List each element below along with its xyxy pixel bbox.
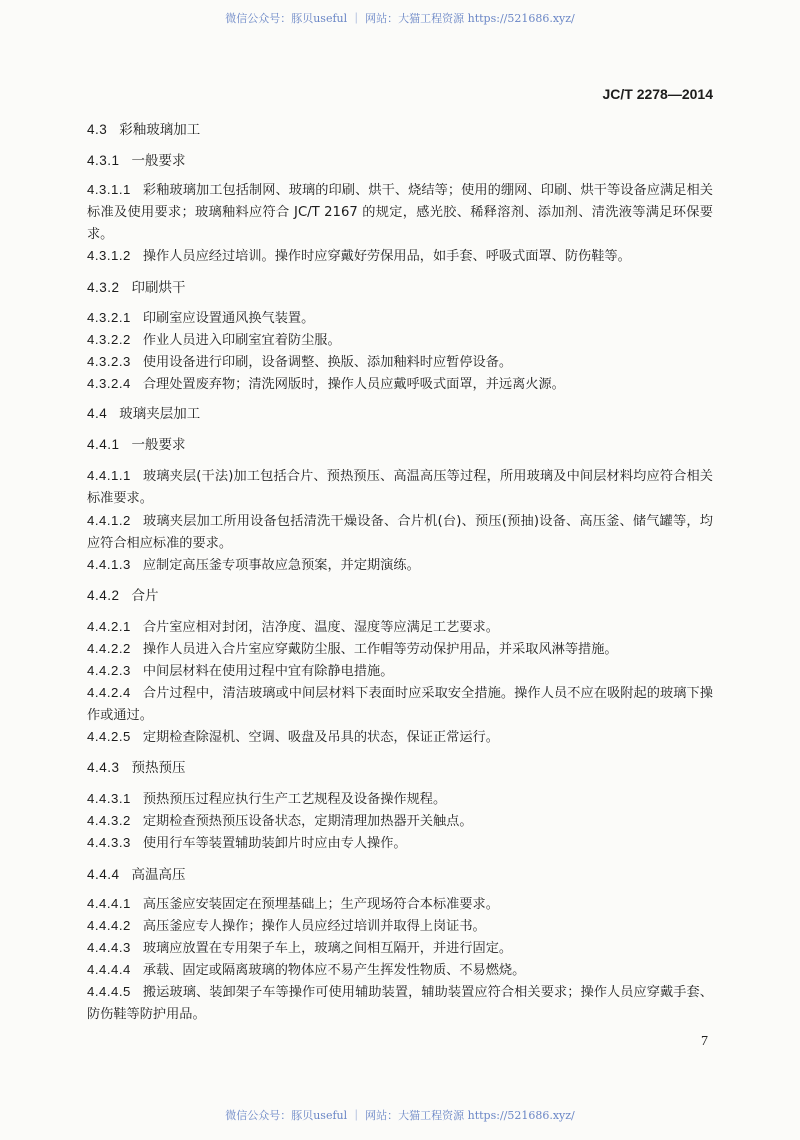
- watermark-bottom: 微信公众号：豚贝useful ｜ 网站：大猫工程资源 https://521686.xyz/: [225, 1109, 575, 1122]
- clause: [87, 981, 713, 1026]
- clause-number: 4.4: [87, 406, 108, 421]
- clause: [87, 810, 713, 833]
- clause: [87, 788, 713, 811]
- clause: [87, 179, 713, 246]
- clause-text: 搬运玻璃、装卸架子车等操作可使用辅助装置，辅助装置应符合相关要求；操作人员应穿戴手套、防伤鞋等防护用品。: [87, 985, 713, 1022]
- clause: [87, 959, 713, 982]
- clause-number: 4.4.1.3: [87, 557, 131, 572]
- heading-text: 印刷烘干: [131, 280, 186, 296]
- heading-text: 预热预压: [131, 760, 186, 776]
- clause-text: 合理处置废弃物；清洗网版时，操作人员应戴呼吸式面罩，并远离火源。: [142, 377, 565, 392]
- section-heading: [87, 434, 713, 456]
- standard-code: JC/T 2278—2014: [602, 86, 713, 102]
- clause-text: 使用设备进行印刷，设备调整、换版、添加釉料时应暂停设备。: [142, 355, 513, 370]
- clause-number: 4.4.4: [87, 867, 120, 882]
- section-heading: [87, 403, 713, 425]
- clause-text: 玻璃应放置在专用架子车上，玻璃之间相互隔开，并进行固定。: [142, 941, 513, 956]
- watermark-top: 微信公众号：豚贝useful ｜ 网站：大猫工程资源 https://521686.xyz/: [225, 12, 575, 25]
- clause-number: 4.4.3.3: [87, 835, 131, 850]
- clause-number: 4.3: [87, 122, 108, 137]
- clause: [87, 616, 713, 639]
- clause: [87, 638, 713, 661]
- section-heading: [87, 757, 713, 779]
- clause: [87, 373, 713, 396]
- clause-text: 玻璃夹层(干法)加工包括合片、预热预压、高温高压等过程，所用玻璃及中间层材料均应符合相关标准要求。: [87, 469, 713, 506]
- clause: [87, 307, 713, 330]
- clause-number: 4.3.2.3: [87, 354, 131, 369]
- clause-number: 4.3.1.2: [87, 248, 131, 263]
- clause: [87, 937, 713, 960]
- clause: [87, 465, 713, 510]
- clause-number: 4.3.1: [87, 153, 120, 168]
- clause: [87, 832, 713, 855]
- heading-text: 彩釉玻璃加工: [119, 122, 201, 138]
- clause-text: 使用行车等装置辅助装卸片时应由专人操作。: [142, 836, 407, 851]
- clause-text: 高压釜应安装固定在预埋基础上；生产现场符合本标准要求。: [142, 897, 499, 912]
- clause: [87, 682, 713, 727]
- clause-number: 4.4.2.2: [87, 641, 131, 656]
- clause-text: 定期检查除湿机、空调、吸盘及吊具的状态，保证正常运行。: [142, 730, 499, 745]
- clause-number: 4.4.2.5: [87, 729, 131, 744]
- clause-text: 定期检查预热预压设备状态，定期清理加热器开关触点。: [142, 814, 473, 829]
- clause-number: 4.4.2.4: [87, 685, 131, 700]
- clause-number: 4.4.1.1: [87, 468, 131, 483]
- clause: [87, 554, 713, 577]
- clause-text: 彩釉玻璃加工包括制网、玻璃的印刷、烘干、烧结等；使用的绷网、印刷、烘干等设备应满足相关标准及使用要求；玻璃釉料应符合 JC/T 2167 的规定，感光胶、稀释溶剂、添加剂、清洗液等满足环保要求。: [87, 183, 713, 242]
- clause: [87, 329, 713, 352]
- clause-number: 4.4.4.2: [87, 918, 131, 933]
- clause-number: 4.3.2.2: [87, 332, 131, 347]
- clause-text: 操作人员应经过培训。操作时应穿戴好劳保用品，如手套、呼吸式面罩、防伤鞋等。: [142, 249, 631, 264]
- clause-number: 4.4.4.5: [87, 984, 131, 999]
- clause: [87, 660, 713, 683]
- section-heading: [87, 277, 713, 299]
- section-heading: [87, 585, 713, 607]
- clause-number: 4.3.2.4: [87, 376, 131, 391]
- clause: [87, 915, 713, 938]
- section-heading: [87, 150, 713, 172]
- page-number: 7: [701, 1034, 708, 1049]
- clause-number: 4.4.3.2: [87, 813, 131, 828]
- heading-text: 一般要求: [131, 153, 186, 169]
- clause-number: 4.4.2: [87, 588, 120, 603]
- clause-number: 4.4.1.2: [87, 513, 131, 528]
- heading-text: 高温高压: [131, 867, 186, 883]
- clause-number: 4.3.2: [87, 280, 120, 295]
- clause-number: 4.4.3.1: [87, 791, 131, 806]
- clause-number: 4.4.2.1: [87, 619, 131, 634]
- clause: [87, 726, 713, 749]
- clause-text: 印刷室应设置通风换气装置。: [142, 311, 315, 326]
- clause: [87, 510, 713, 555]
- clause-text: 合片室应相对封闭，洁净度、温度、湿度等应满足工艺要求。: [142, 620, 499, 635]
- clause-text: 应制定高压釜专项事故应急预案，并定期演练。: [142, 558, 420, 573]
- clause-number: 4.4.2.3: [87, 663, 131, 678]
- clause-number: 4.4.4.1: [87, 896, 131, 911]
- clause: [87, 351, 713, 374]
- clause-number: 4.4.3: [87, 760, 120, 775]
- clause-text: 高压釜应专人操作；操作人员应经过培训并取得上岗证书。: [142, 919, 486, 934]
- clause-number: 4.3.2.1: [87, 310, 131, 325]
- heading-text: 玻璃夹层加工: [119, 406, 201, 422]
- clause-text: 玻璃夹层加工所用设备包括清洗干燥设备、合片机(台)、预压(预抽)设备、高压釜、储气罐等，均应符合相应标准的要求。: [87, 514, 713, 551]
- clause-text: 预热预压过程应执行生产工艺规程及设备操作规程。: [142, 792, 447, 807]
- clause-text: 合片过程中，清洁玻璃或中间层材料下表面时应采取安全措施。操作人员不应在吸附起的玻璃下操作或通过。: [87, 686, 713, 723]
- clause-text: 承载、固定或隔离玻璃的物体应不易产生挥发性物质、不易燃烧。: [142, 963, 526, 978]
- clause: [87, 893, 713, 916]
- section-heading: [87, 864, 713, 886]
- clause-number: 4.4.4.3: [87, 940, 131, 955]
- heading-text: 一般要求: [131, 437, 186, 453]
- clause-text: 中间层材料在使用过程中宜有除静电措施。: [142, 664, 394, 679]
- clause-text: 作业人员进入印刷室宜着防尘服。: [142, 333, 341, 348]
- clause-number: 4.4.1: [87, 437, 120, 452]
- clause-number: 4.4.4.4: [87, 962, 131, 977]
- clause-number: 4.3.1.1: [87, 182, 131, 197]
- clause-text: 操作人员进入合片室应穿戴防尘服、工作帽等劳动保护用品，并采取风淋等措施。: [142, 642, 618, 657]
- heading-text: 合片: [131, 588, 159, 604]
- section-heading: [87, 119, 713, 141]
- clause: [87, 245, 713, 268]
